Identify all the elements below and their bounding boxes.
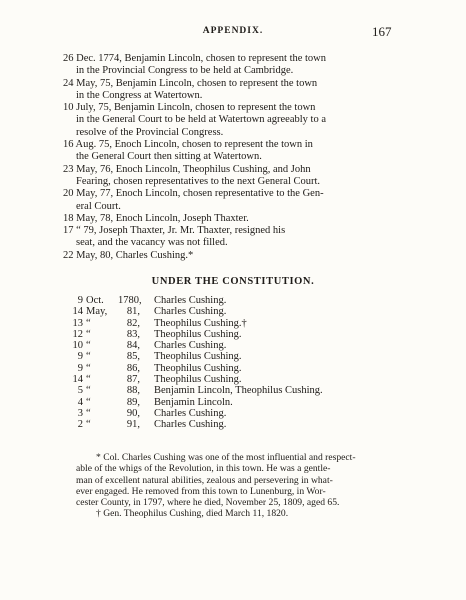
running-title: APPENDIX.: [202, 26, 264, 36]
row-month: May,: [86, 306, 108, 318]
representative-row: [0, 351, 466, 362]
representative-row: [0, 318, 466, 329]
footnote-line: ever engaged. He removed from this town to Lunenburg, in Wor-: [76, 485, 326, 497]
row-day: 14: [72, 374, 83, 386]
entry-continuation-line: in the Congress at Watertown.: [76, 89, 203, 101]
row-day: 2: [77, 419, 83, 431]
representative-row: [0, 306, 466, 317]
election-entry: [0, 53, 466, 78]
footnote-line: man of excellent natural abilities, zealous and persevering in what-: [76, 474, 333, 486]
row-year: 89,: [126, 396, 140, 408]
row-name: Theophilus Cushing.: [154, 351, 242, 363]
row-month: “: [86, 407, 91, 419]
entry-continuation-line: seat, and the vacancy was not filled.: [76, 237, 228, 249]
entry-continuation-line: in the General Court to be held at Watertown agreeably to a: [76, 114, 326, 126]
election-entry: [0, 213, 466, 225]
footnote-line: * Col. Charles Cushing was one of the most influential and respect-: [96, 452, 356, 463]
footnote-line: able of the whigs of the Revolution, in this town. He was a gentle-: [76, 463, 331, 475]
election-entry: [0, 225, 466, 250]
row-name: Charles Cushing.: [154, 407, 227, 419]
row-month: “: [86, 419, 91, 431]
representative-row: [0, 374, 466, 385]
section-heading-text: UNDER THE CONSTITUTION.: [151, 276, 315, 287]
row-month: “: [86, 351, 91, 363]
election-entry: [0, 78, 466, 103]
page-number: 167: [372, 24, 392, 39]
row-name: Charles Cushing.: [154, 306, 227, 318]
row-day: 9: [77, 295, 83, 306]
row-name: Charles Cushing.: [154, 419, 227, 431]
row-year: 81,: [126, 306, 140, 318]
row-name: Benjamin Lincoln, Theophilus Cushing.: [154, 385, 323, 397]
entry-continuation-line: resolve of the Provincial Congress.: [76, 126, 224, 138]
entry-continuation-line: eral Court.: [76, 200, 121, 212]
row-month: “: [86, 385, 91, 397]
representative-row: [0, 340, 466, 351]
election-entry: [0, 102, 466, 139]
representative-row: [0, 397, 466, 408]
election-entry: [0, 139, 466, 164]
entry-continuation-line: Fearing, chosen representatives to the next General Court.: [76, 175, 321, 187]
entry-first-line: 20 May, 77, Enoch Lincoln, chosen representative to the Gen-: [63, 188, 324, 200]
row-day: 13: [72, 317, 83, 329]
section-heading: [0, 276, 466, 287]
representative-row: [0, 385, 466, 396]
entry-continuation-line: the General Court then sitting at Watertown.: [76, 151, 262, 163]
entry-continuation-line: in the Provincial Congress to be held at Cambridge.: [76, 65, 294, 77]
row-year: 87,: [126, 374, 140, 386]
row-year: 88,: [126, 385, 140, 397]
row-name: Theophilus Cushing.†: [154, 317, 247, 329]
row-name: Charles Cushing.: [154, 340, 227, 352]
row-day: 9: [77, 351, 83, 363]
constitution-representatives-list: [0, 295, 466, 431]
row-month: “: [86, 362, 91, 374]
entry-first-line: 24 May, 75, Benjamin Lincoln, chosen to represent the town: [63, 77, 318, 89]
election-entry: [0, 164, 466, 189]
row-year: 90,: [126, 407, 140, 419]
row-name: Theophilus Cushing.: [154, 362, 242, 374]
row-month: “: [86, 374, 91, 386]
row-name: Theophilus Cushing.: [154, 328, 242, 340]
row-day: 3: [77, 407, 83, 419]
representative-row: [0, 363, 466, 374]
representative-row: [0, 295, 466, 306]
entry-first-line: 17 “ 79, Joseph Thaxter, Jr. Mr. Thaxter, resigned his: [63, 225, 286, 237]
entry-first-line: 22 May, 80, Charles Cushing.*: [63, 249, 194, 261]
entry-first-line: 16 Aug. 75, Enoch Lincoln, chosen to represent the town in: [63, 139, 313, 151]
row-name: Theophilus Cushing.: [154, 374, 242, 386]
row-month: “: [86, 340, 91, 352]
representative-row: [0, 329, 466, 340]
row-year: 85,: [126, 351, 140, 363]
pre-constitution-entries: [0, 53, 466, 262]
row-year: 86,: [126, 362, 140, 374]
row-day: 5: [77, 385, 83, 397]
representative-row: [0, 408, 466, 419]
running-header: [0, 26, 466, 40]
entry-first-line: 23 May, 76, Enoch Lincoln, Theophilus Cushing, and John: [63, 163, 311, 175]
row-year: 1780,: [118, 295, 142, 306]
row-month: “: [86, 317, 91, 329]
row-day: 10: [72, 340, 83, 352]
entry-first-line: 18 May, 78, Enoch Lincoln, Joseph Thaxter.: [63, 212, 249, 224]
election-entry: [0, 250, 466, 262]
entry-first-line: 26 Dec. 1774, Benjamin Lincoln, chosen to represent the town: [63, 53, 327, 64]
row-month: “: [86, 328, 91, 340]
row-year: 84,: [126, 340, 140, 352]
election-entry: [0, 188, 466, 213]
row-year: 82,: [126, 317, 140, 329]
row-day: 9: [77, 362, 83, 374]
row-year: 83,: [126, 328, 140, 340]
row-day: 12: [72, 328, 83, 340]
row-name: Charles Cushing.: [154, 295, 227, 306]
row-month: “: [86, 396, 91, 408]
representative-row: [0, 419, 466, 430]
entry-first-line: 10 July, 75, Benjamin Lincoln, chosen to represent the town: [63, 102, 316, 114]
row-day: 4: [77, 396, 83, 408]
row-month: Oct.: [86, 295, 104, 306]
row-name: Benjamin Lincoln.: [154, 396, 233, 408]
footnote-line: cester County, in 1797, where he died, November 25, 1809, aged 65.: [76, 497, 340, 509]
footnote-line: † Gen. Theophilus Cushing, died March 11, 1820.: [96, 508, 289, 520]
row-year: 91,: [126, 419, 140, 431]
row-day: 14: [72, 306, 83, 318]
footnotes: [0, 452, 466, 520]
